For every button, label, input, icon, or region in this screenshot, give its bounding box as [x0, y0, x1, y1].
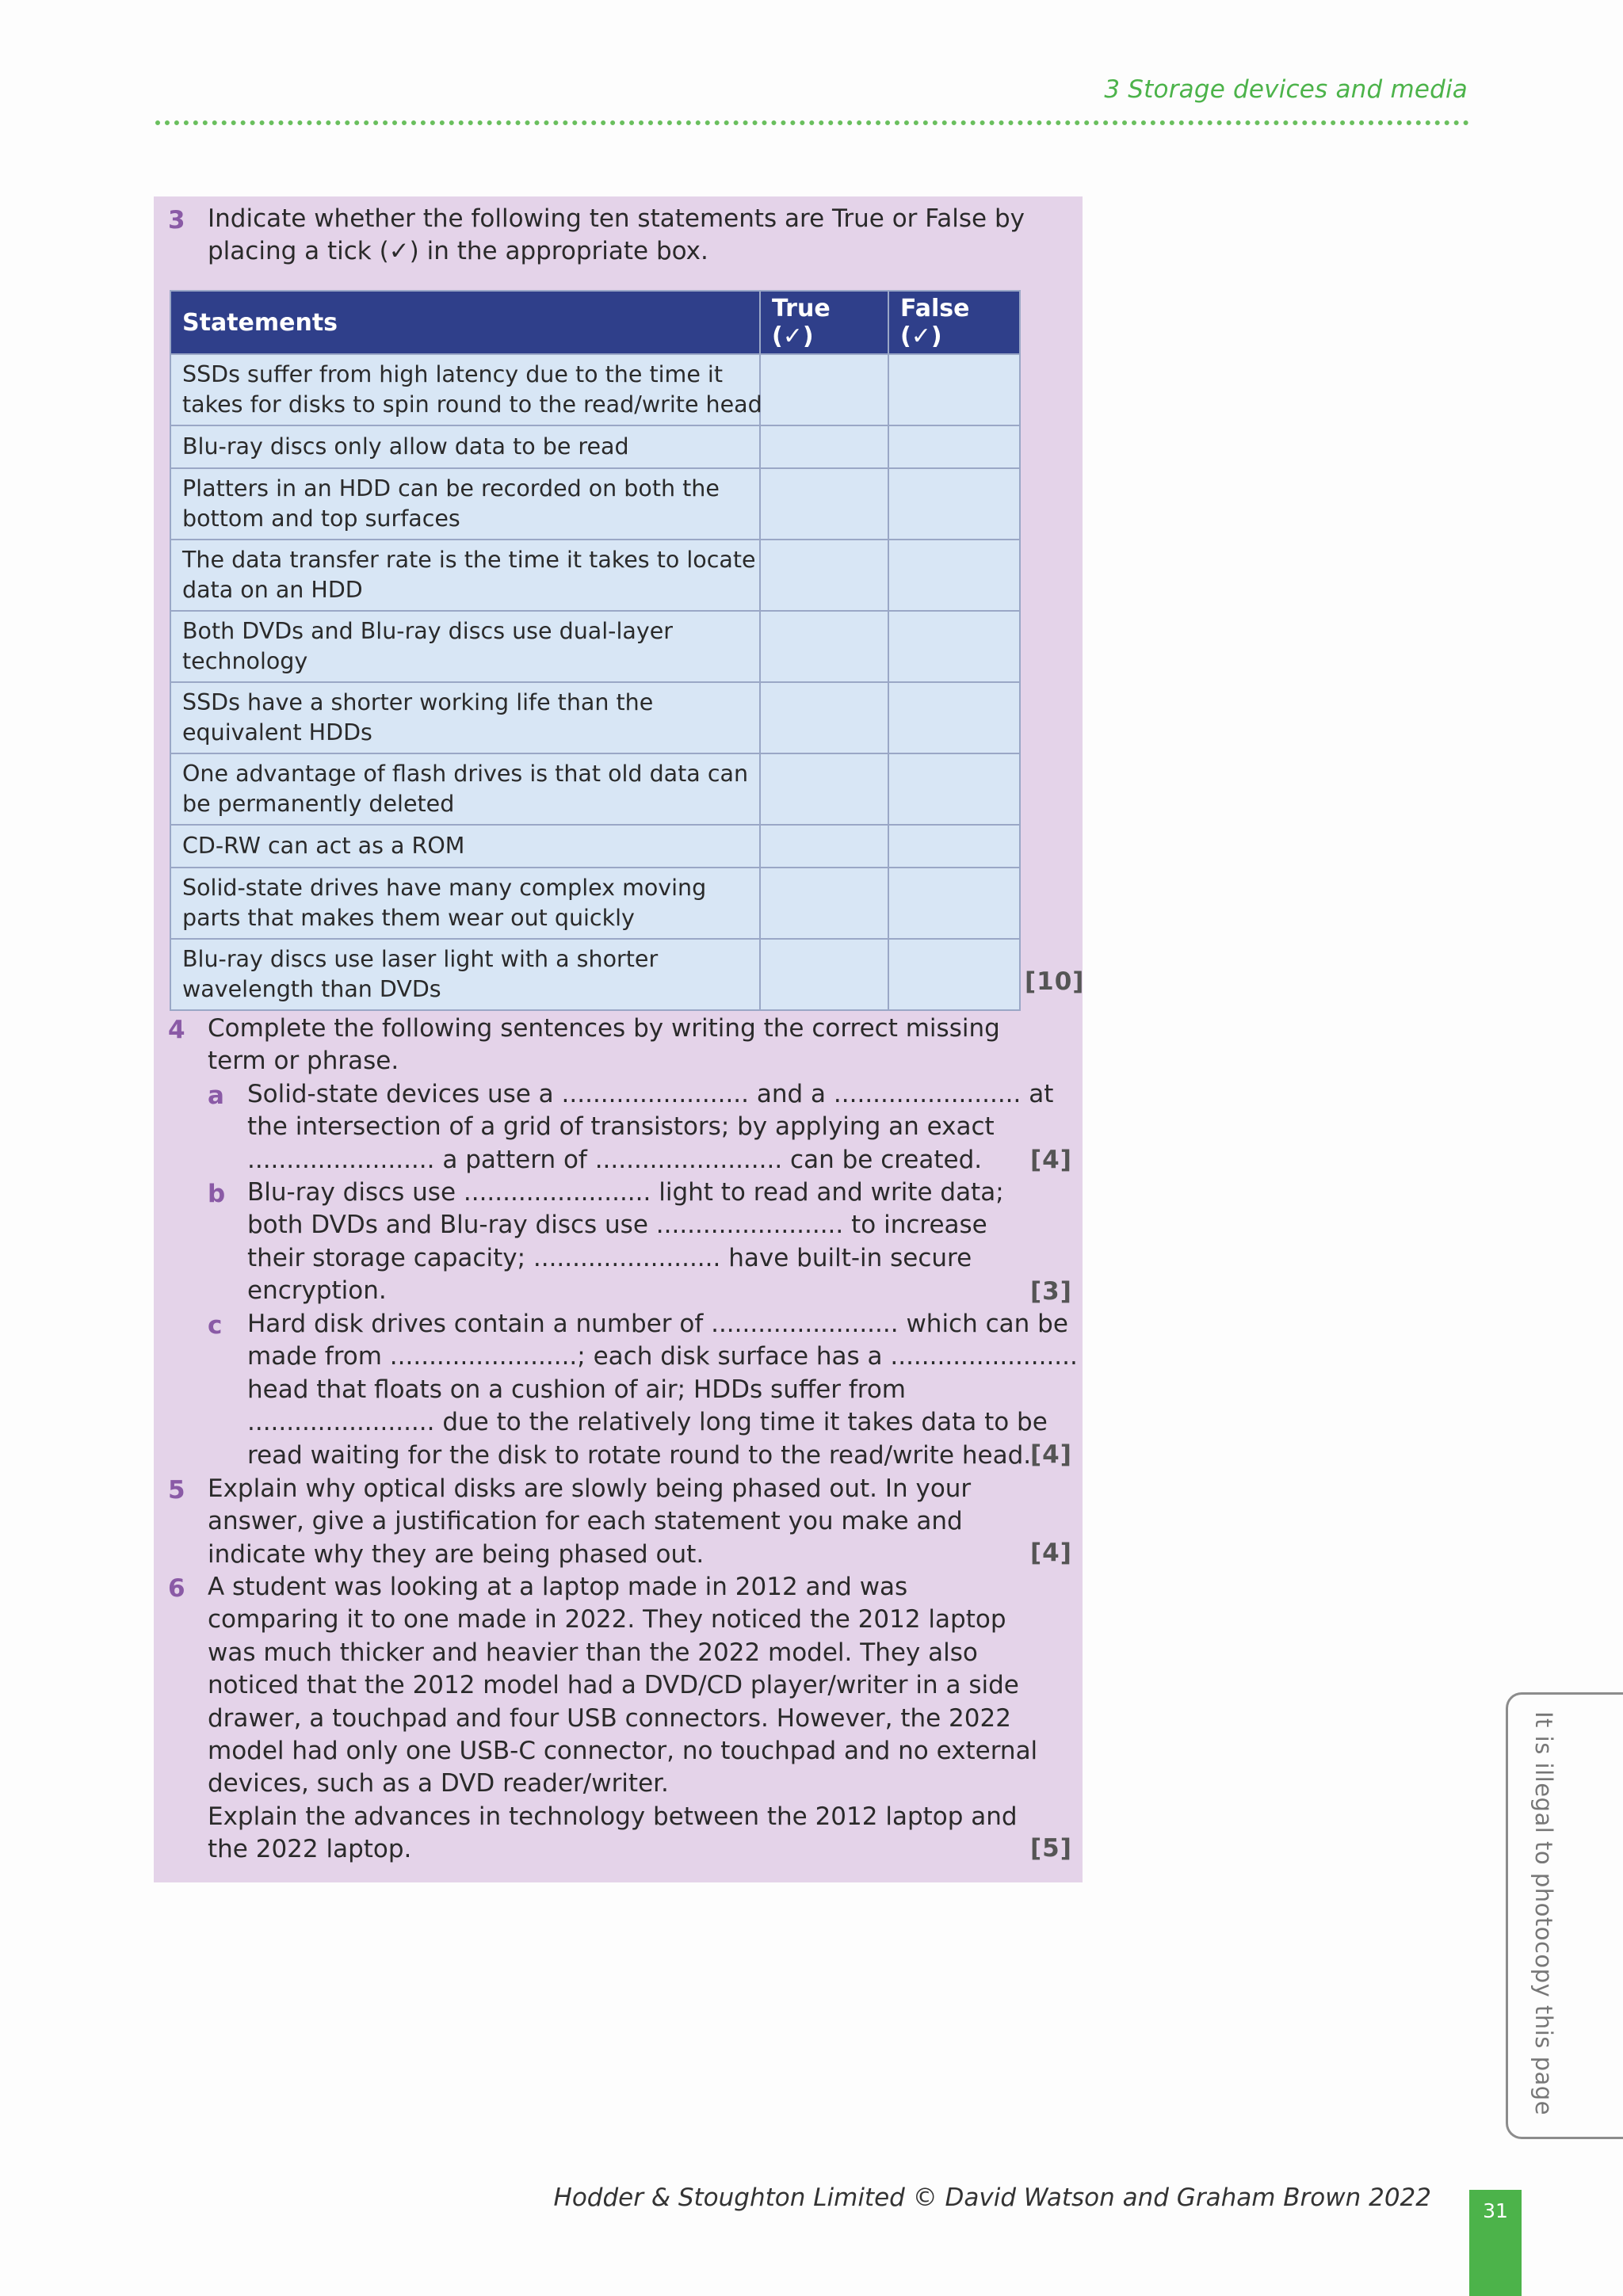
statement-cell: SSDs have a shorter working life than the equivalent HDDs	[170, 682, 760, 753]
false-header: False (✓)	[888, 291, 1020, 354]
question-4b-text: Blu-ray discs use ........................ light to read and write data; both DVDs and Blu-ray discs use ........................ to increase their storage capacity; ........................ have built-in secure encryption.	[247, 1178, 1004, 1306]
statement-cell: The data transfer rate is the time it takes to locate data on an HDD	[170, 540, 760, 611]
table-row	[170, 425, 1020, 468]
statement-cell: Blu-ray discs only allow data to be read	[170, 425, 760, 468]
table-row	[170, 753, 1020, 825]
question-4a-label: a	[208, 1081, 224, 1110]
false-tick-box[interactable]	[888, 354, 1020, 425]
false-tick-box[interactable]	[888, 753, 1020, 825]
false-tick-box[interactable]	[888, 825, 1020, 868]
statement-cell: Blu-ray discs use laser light with a shorter wavelength than DVDs	[170, 939, 760, 1010]
table-row	[170, 682, 1020, 753]
statement-cell: SSDs suffer from high latency due to the time it takes for disks to spin round to the read/write head	[170, 354, 760, 425]
page-number: 31	[1483, 2199, 1508, 2222]
true-tick-box[interactable]	[760, 354, 888, 425]
question-3-marks: [10]	[1025, 967, 1085, 996]
table-row	[170, 939, 1020, 1010]
question-6-number: 6	[168, 1574, 185, 1603]
statement-cell: One advantage of flash drives is that old data can be permanently deleted	[170, 753, 760, 825]
dotted-divider	[155, 120, 1469, 125]
statements-header: Statements	[170, 291, 760, 354]
question-4-number: 4	[168, 1016, 185, 1044]
true-tick-box[interactable]	[760, 825, 888, 868]
statements-table	[170, 290, 1021, 1011]
statement-cell: Both DVDs and Blu-ray discs use dual-layer technology	[170, 611, 760, 682]
question-4a-marks: [4]	[1030, 1146, 1072, 1174]
question-6-marks: [5]	[1030, 1834, 1072, 1863]
statement-cell: Solid-state drives have many complex moving parts that makes them wear out quickly	[170, 868, 760, 939]
table-row	[170, 868, 1020, 939]
table-row	[170, 540, 1020, 611]
table-row	[170, 825, 1020, 868]
question-5-text: Explain why optical disks are slowly being phased out. In your answer, give a justification for each statement you make and indicate why they are being phased out.	[208, 1474, 972, 1569]
question-4b-marks: [3]	[1030, 1277, 1072, 1306]
running-title: 3 Storage devices and media	[1104, 75, 1468, 104]
false-tick-box[interactable]	[888, 868, 1020, 939]
question-4-text: Complete the following sentences by writing the correct missing term or phrase.	[208, 1014, 1000, 1076]
true-header: True (✓)	[760, 291, 888, 354]
question-6-text: A student was looking at a laptop made in 2012 and was comparing it to one made in 2022. They noticed the 2012 laptop was much thicker and heavier than the 2022 model. They also noticed that the 2012 model had a DVD/CD player/writer in a side drawer, a touchpad and four USB connectors. However, the 2022 model had only one USB-C connector, no touchpad and no external devices, such as a DVD reader/writer. Explain the advances in technology between the 2012 laptop and the 2022 laptop.	[208, 1573, 1038, 1864]
false-tick-box[interactable]	[888, 540, 1020, 611]
table-row	[170, 611, 1020, 682]
copyright-notice-text: It is illegal to photocopy this page	[1530, 1711, 1557, 2116]
true-tick-box[interactable]	[760, 753, 888, 825]
true-tick-box[interactable]	[760, 540, 888, 611]
true-tick-box[interactable]	[760, 939, 888, 1010]
question-3-text: Indicate whether the following ten statements are True or False by placing a tick (✓) in the appropriate box.	[208, 204, 1025, 266]
question-4c-label: c	[208, 1311, 223, 1340]
question-5-marks: [4]	[1030, 1539, 1072, 1567]
false-tick-box[interactable]	[888, 468, 1020, 540]
true-tick-box[interactable]	[760, 468, 888, 540]
question-5-number: 5	[168, 1476, 185, 1505]
question-4a-text: Solid-state devices use a ........................ and a ........................ at the intersection of a grid of transistors; by applying an exact ........................ a pattern of ........................ can be created.	[247, 1080, 1054, 1174]
true-tick-box[interactable]	[760, 425, 888, 468]
false-tick-box[interactable]	[888, 611, 1020, 682]
footer-credit: Hodder & Stoughton Limited © David Watson and Graham Brown 2022	[553, 2183, 1431, 2212]
statement-cell: Platters in an HDD can be recorded on both the bottom and top surfaces	[170, 468, 760, 540]
statement-cell: CD-RW can act as a ROM	[170, 825, 760, 868]
true-tick-box[interactable]	[760, 868, 888, 939]
true-tick-box[interactable]	[760, 682, 888, 753]
false-tick-box[interactable]	[888, 425, 1020, 468]
question-4c-marks: [4]	[1030, 1440, 1072, 1469]
table-row	[170, 468, 1020, 540]
false-tick-box[interactable]	[888, 682, 1020, 753]
question-3-number: 3	[168, 206, 185, 235]
true-tick-box[interactable]	[760, 611, 888, 682]
question-4c-text: Hard disk drives contain a number of ........................ which can be made from ........................; each disk surface has a ........................ head that floats on a cushion of air; HDDs suffer from ........................ due to the relatively long time it takes data to be read waiting for the disk to rotate round to the read/write head.	[247, 1310, 1078, 1470]
table-row	[170, 354, 1020, 425]
question-4b-label: b	[208, 1180, 226, 1208]
false-tick-box[interactable]	[888, 939, 1020, 1010]
side-tab	[1506, 1692, 1623, 2139]
